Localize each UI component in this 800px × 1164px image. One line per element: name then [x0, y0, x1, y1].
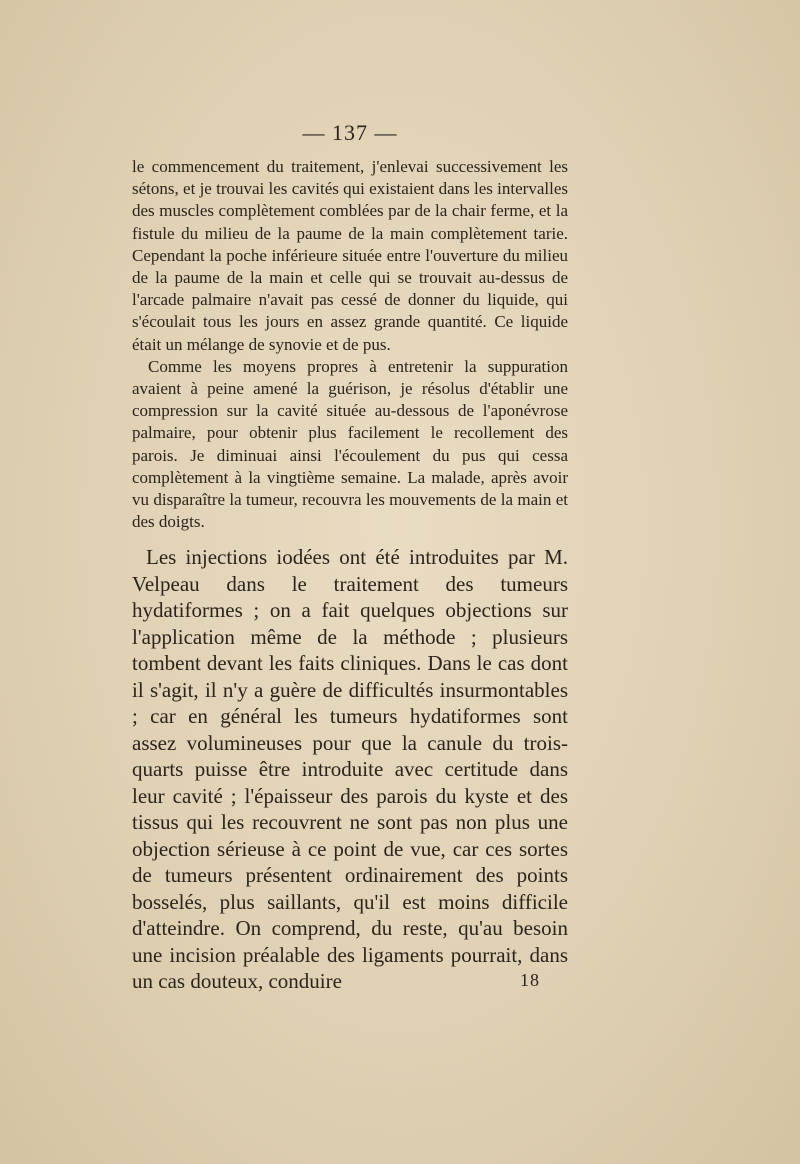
page-number: — 137 — [302, 120, 398, 145]
paragraph-compression: Comme les moyens propres à entretenir la suppuration avaient à peine amené la guérison, je résolus d'établir une compression sur la cavité située au-dessous de l'aponévrose palmaire, pour obtenir plus facilement le recollement des parois. Je diminuai ainsi l'écoulement du pus qui cessa complètement à la vingtième semaine. La malade, après avoir vu disparaître la tumeur, recouvra les mouvements de la main et des doigts. [132, 356, 568, 532]
paragraph-treatment-continuation: le commencement du traitement, j'enlevai successivement les sétons, et je trouvai les cavités qui existaient dans les intervalles des muscles complètement comblées par de la chair ferme, et la fistule du milieu de la paume de la main complètement tarie. Cependant la poche inférieure située entre l'ouverture du milieu de la paume de la main et celle qui se trouvait au-dessus de l'arcade palmaire n'avait pas cessé de donner du liquide, qui s'écoulait tous les jours en assez grande quantité. Ce liquide était un mélange de synovie et de pus. [132, 157, 568, 354]
paragraph-iodine-injections: Les injections iodées ont été introduites par M. Velpeau dans le traitement des tumeurs hydatiformes ; on a fait quelques objections sur l'application même de la méthode ; plusieurs tombent devant les faits cliniques. Dans le cas dont il s'agit, il n'y a guère de difficultés insurmontables ; car en général les tumeurs hydatiformes sont assez volumineuses pour que la canule du trois-quarts puisse être introduite avec certitude dans leur cavité ; l'épaisseur des parois du kyste et des tissus qui les recouvrent ne sont pas non plus une objection sérieuse à ce point de vue, car ces sortes de tumeurs présentent ordinairement des points bosselés, plus saillants, qu'il est moins difficile d'atteindre. On comprend, du reste, qu'au besoin une incision préalable des ligaments pourrait, dans un cas douteux, conduire [132, 545, 568, 993]
main-text [132, 544, 568, 995]
signature-mark: 18 [520, 970, 540, 990]
continued-case-text [132, 156, 568, 533]
